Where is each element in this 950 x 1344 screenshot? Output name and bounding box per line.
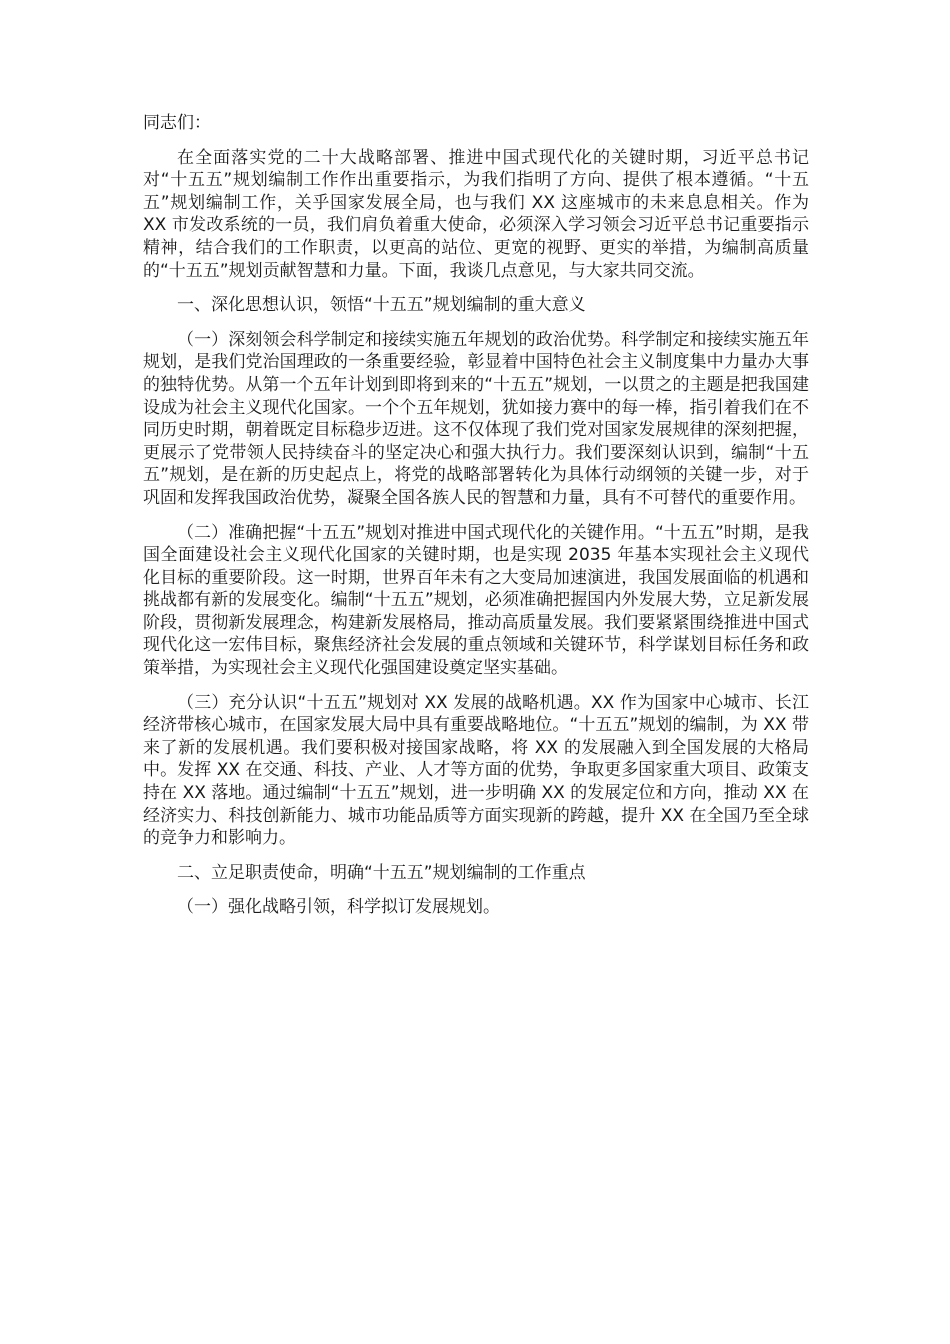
item-body: “十五五”时期，是我国全面建设社会主义现代化国家的关键时期，也是实现 2035 年基本实现社会主义现代化目标的重要阶段。这一时期，世界百年未有之大变局加速演进，我国发展面临的机遇和挑战都有新的发展变化。编制“十五五”规划，必须准确把握国内外发展大势，立足新发展阶段，贯彻新发展理念，构建新发展格局，推动高质量发展。我们要紧紧围绕推进中国式现代化这一宏伟目标，聚焦经济社会发展的重点领域和关键环节，科学谋划目标任务和政策举措，为实现社会主义现代化强国建设奠定坚实基础。 — [143, 522, 809, 679]
item-lead: （三）充分认识“十五五”规划对 XX 发展的战略机遇。 — [177, 692, 591, 713]
document-body — [143, 112, 809, 931]
intro-paragraph: 在全面落实党的二十大战略部署、推进中国式现代化的关键时期，习近平总书记对“十五五”规划编制工作作出重要指示，为我们指明了方向、提供了根本遵循。“十五五”规划编制工作，关乎国家发展全局，也与我们 XX 这座城市的未来息息相关。作为 XX 市发改系统的一员，我们肩负着重大使命，必须深入学习领会习近平总书记重要指示精神，结合我们的工作职责，以更高的站位、更宽的视野、更实的举措，为编制高质量的“十五五”规划贡献智慧和力量。下面，我谈几点意见，与大家共同交流。 — [143, 147, 809, 281]
item-lead: （二）准确把握“十五五”规划对推进中国式现代化的关键作用。 — [177, 522, 655, 543]
section-1-item-1 — [143, 329, 809, 510]
item-lead: （一）深刻领会科学制定和接续实施五年规划的政治优势。 — [177, 329, 622, 350]
section-1-item-3 — [143, 692, 809, 850]
item-body: XX 作为国家中心城市、长江经济带核心城市，在国家发展大局中具有重要战略地位。“十五五”规划的编制，为 XX 带来了新的发展机遇。我们要积极对接国家战略，将 XX 的发展融入到全国发展的大格局中。发挥 XX 在交通、科技、产业、人才等方面的优势，争取更多国家重大项目、政策支持在 XX 落地。通过编制“十五五”规划，进一步明确 XX 的发展定位和方向，推动 XX 在经济实力、科技创新能力、城市功能品质等方面实现新的跨越，提升 XX 在全国乃至全球的竞争力和影响力。 — [143, 692, 809, 849]
section-1-item-2 — [143, 522, 809, 680]
section-1-heading: 一、深化思想认识，领悟“十五五”规划编制的重大意义 — [177, 295, 586, 316]
greeting: 同志们： — [143, 113, 211, 133]
section-2-item-1 — [143, 896, 809, 919]
item-body: 科学制定和接续实施五年规划，是我们党治国理政的一条重要经验，彰显着中国特色社会主义制度集中力量办大事的独特优势。从第一个五年计划到即将到来的“十五五”规划，一以贯之的主题是把我国建设成为社会主义现代化国家。一个个五年规划，犹如接力赛中的每一棒，指引着我们在不同历史时期，朝着既定目标稳步迈进。这不仅体现了我们党对国家发展规律的深刻把握，更展示了党带领人民持续奋斗的坚定决心和强大执行力。我们要深刻认识到，编制“十五五”规划，是在新的历史起点上，将党的战略部署转化为具体行动纲领的关键一步，对于巩固和发挥我国政治优势，凝聚全国各族人民的智慧和力量，具有不可替代的重要作用。 — [143, 329, 810, 508]
section-2-heading: 二、立足职责使命，明确“十五五”规划编制的工作重点 — [177, 862, 586, 883]
item-lead: （一）强化战略引领，科学拟订发展规划。 — [177, 897, 500, 918]
